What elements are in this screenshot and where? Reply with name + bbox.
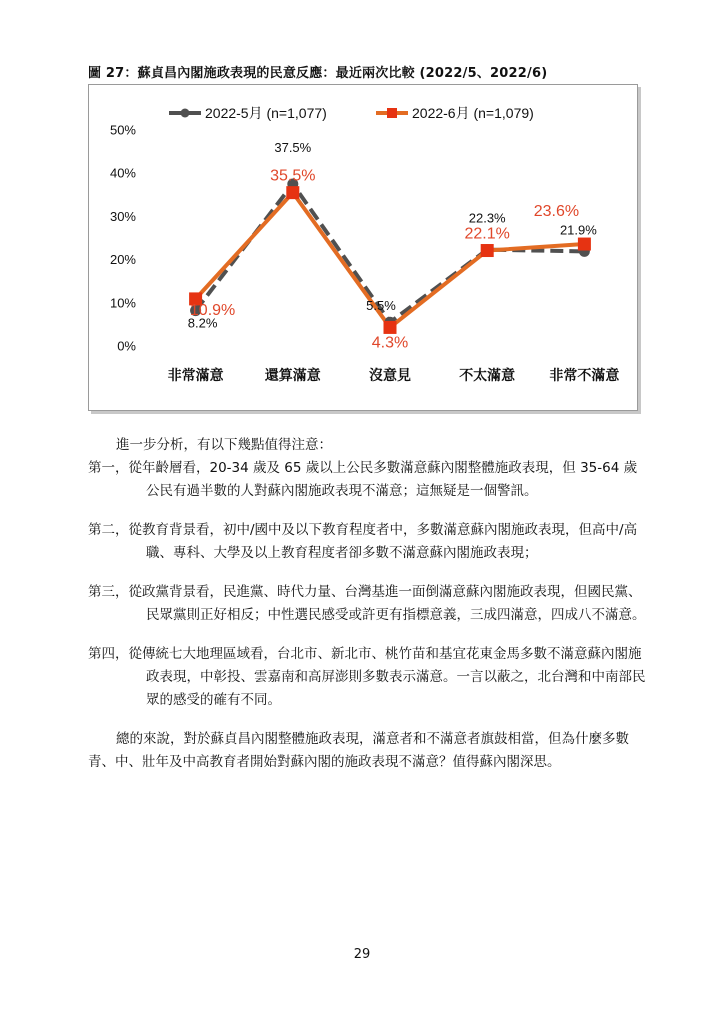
analysis-intro: 進一步分析，有以下幾點值得注意： <box>116 437 332 453</box>
series-1-data-label: 8.2% <box>187 315 218 331</box>
x-tick-label: 不太滿意 <box>459 367 516 383</box>
x-tick-label: 非常滿意 <box>167 367 224 383</box>
series-1-data-label: 37.5% <box>274 140 312 155</box>
x-tick-label: 沒意見 <box>369 367 411 383</box>
series-2-data-label: 4.3% <box>371 334 409 352</box>
analysis-point-1: 第一，從年齡層看，20-34 歲及 65 歲以上公民多數滿意蘇內閣整體施政表現，但 35-64 歲公民有過半數的人對蘇內閣施政表現不滿意；這無疑是一個警訊。 <box>88 460 638 499</box>
series-1-data-label: 21.9% <box>559 222 597 238</box>
chart-svg <box>89 85 637 410</box>
y-tick-label: 50% <box>109 122 136 138</box>
legend-marker-series-1 <box>181 109 190 118</box>
analysis-point-4: 第四，從傳統七大地理區域看，台北市、新北市、桃竹苗和基宜花東金馬多數不滿意蘇內閣施政表現，中彰投、雲嘉南和高屏澎則多數表示滿意。一言以蔽之，北台灣和中南部民眾的感受的確有不同。 <box>88 646 646 708</box>
series-2-point <box>286 186 299 199</box>
series-2-point <box>578 238 591 251</box>
series-2-data-label: 10.9% <box>189 301 236 319</box>
analysis-closing: 總的來說，對於蘇貞昌內閣整體施政表現，滿意者和不滿意者旗鼓相當，但為什麼多數青、中、壯年及中高教育者開始對蘇內閣的施政表現不滿意？值得蘇內閣深思。 <box>88 731 629 770</box>
y-tick-label: 40% <box>109 165 136 181</box>
x-tick-label: 還算滿意 <box>264 367 321 383</box>
legend-marker-series-2 <box>387 108 397 118</box>
series-2-data-label: 35.5% <box>270 167 316 185</box>
line-chart <box>88 84 638 411</box>
series-2-data-label: 22.1% <box>464 225 510 243</box>
series-2-point <box>384 321 397 334</box>
y-tick-label: 0% <box>117 338 136 354</box>
x-tick-label: 非常不滿意 <box>549 367 620 383</box>
legend-label-series-2: 2022-6月 (n=1,079) <box>412 105 534 121</box>
series-2-point <box>481 244 494 257</box>
legend-label-series-1: 2022-5月 (n=1,077) <box>205 105 327 121</box>
y-tick-label: 10% <box>109 295 136 311</box>
page-number: 29 <box>353 947 371 962</box>
analysis-point-3: 第三，從政黨背景看，民進黨、時代力量、台灣基進一面倒滿意蘇內閣施政表現，但國民黨、民眾黨則正好相反；中性選民感受或許更有指標意義，三成四滿意，四成八不滿意。 <box>88 584 646 623</box>
y-tick-label: 20% <box>109 252 136 268</box>
y-tick-label: 30% <box>109 208 136 224</box>
analysis-text <box>88 434 648 774</box>
analysis-point-2: 第二，從教育背景看，初中/國中及以下教育程度者中，多數滿意蘇內閣施政表現，但高中/高職、專科、大學及以上教育程度者卻多數不滿意蘇內閣施政表現； <box>88 522 638 561</box>
series-1-data-label: 22.3% <box>468 210 506 226</box>
series-1-data-label: 5.5% <box>366 298 396 314</box>
figure-title: 圖 27：蘇貞昌內閣施政表現的民意反應：最近兩次比較 (2022/5、2022/6) <box>88 66 548 81</box>
series-2-data-label: 23.6% <box>533 203 580 221</box>
